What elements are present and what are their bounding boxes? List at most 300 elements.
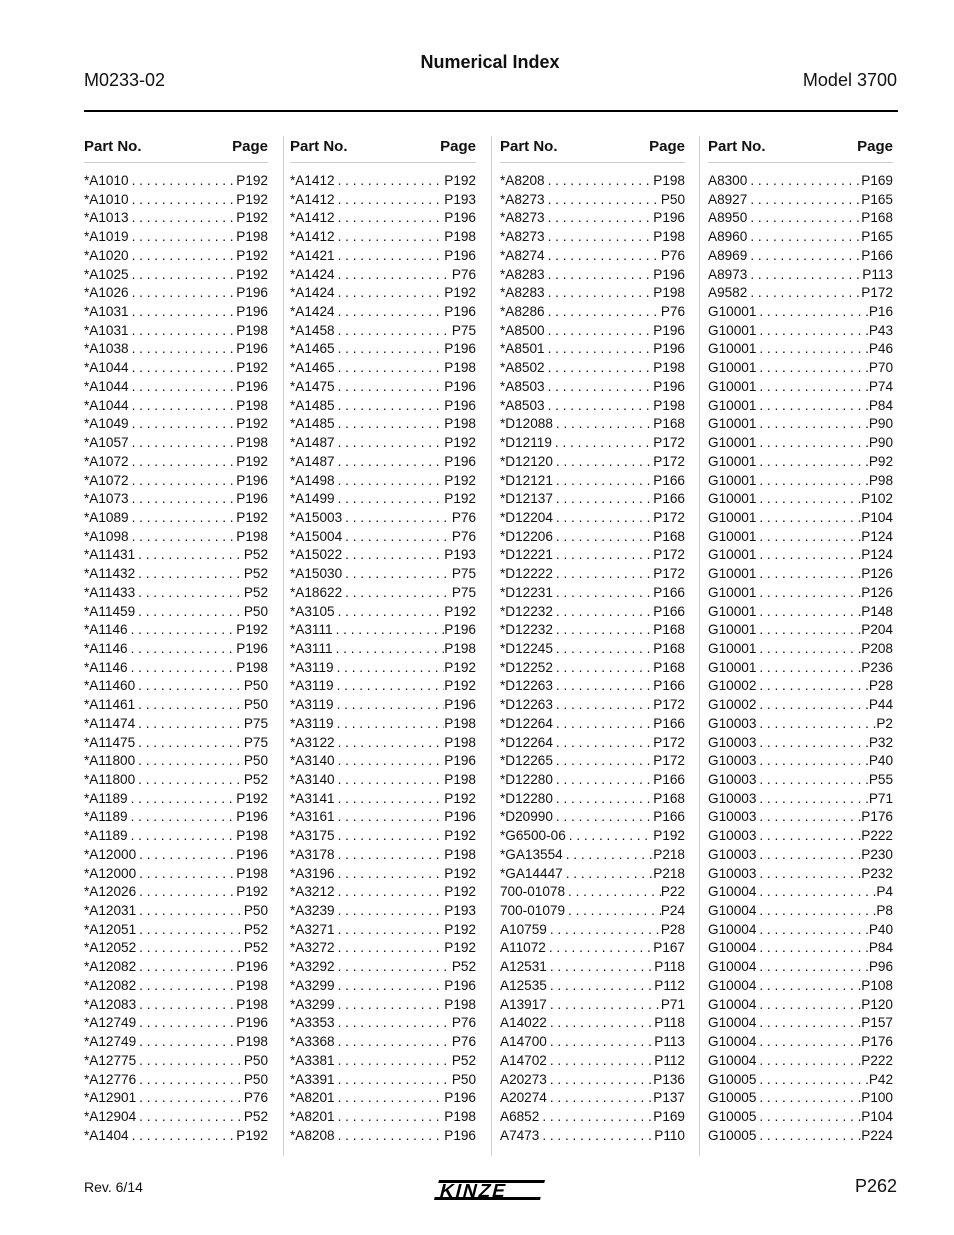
page-reference: P196	[236, 1015, 268, 1031]
part-number: *A1073	[84, 491, 129, 507]
page-reference: P148	[861, 603, 893, 619]
part-number: *D12222	[500, 566, 553, 582]
part-number: *A3178	[290, 846, 335, 862]
page-heading: Page	[857, 138, 893, 155]
part-number: *A3140	[290, 772, 335, 787]
part-number: *A1421	[290, 247, 335, 263]
part-number: G10003	[708, 809, 757, 825]
column-divider	[491, 136, 492, 1156]
dot-leader	[342, 566, 452, 581]
index-entry	[290, 248, 476, 267]
dot-leader	[333, 622, 445, 637]
part-number: G10001	[708, 640, 757, 656]
page-reference: P192	[444, 285, 476, 301]
dot-leader	[128, 622, 237, 637]
part-number: G10003	[708, 846, 757, 862]
page-reference: P52	[243, 566, 268, 582]
part-number: *A1072	[84, 453, 129, 469]
dot-leader	[129, 379, 237, 394]
dot-leader	[553, 473, 653, 488]
part-number: G10001	[708, 509, 757, 525]
part-number: *A12776	[84, 1071, 137, 1087]
index-entry	[708, 1090, 893, 1109]
index-entry	[84, 697, 268, 716]
page-reference: P198	[444, 360, 476, 376]
dot-leader	[756, 622, 861, 637]
page-reference: P192	[236, 790, 268, 806]
index-entry	[84, 379, 268, 398]
part-number: *D12264	[500, 734, 553, 750]
index-entry	[708, 192, 893, 211]
dot-leader	[129, 192, 237, 207]
page-reference: P28	[660, 921, 685, 937]
dot-leader	[136, 866, 236, 881]
index-entry	[290, 1109, 476, 1128]
part-number: G10003	[708, 753, 757, 769]
dot-leader	[335, 847, 445, 862]
page-reference: P75	[451, 566, 476, 582]
part-number: *A12000	[84, 846, 137, 862]
page-reference: P126	[861, 584, 893, 600]
index-column-1	[84, 136, 268, 1146]
part-number: *A3140	[290, 753, 335, 769]
index-entry	[708, 304, 893, 323]
index-entry	[290, 604, 476, 623]
part-number: G10001	[708, 341, 757, 357]
part-number: *A1189	[84, 809, 128, 825]
part-number: A6852	[500, 1108, 540, 1124]
index-entry	[84, 229, 268, 248]
page-reference: P208	[861, 640, 893, 656]
part-number: *A1031	[84, 304, 129, 320]
page-reference: P50	[243, 903, 268, 919]
page-reference: P192	[444, 472, 476, 488]
page-reference: P124	[861, 547, 893, 563]
page-reference: P196	[236, 378, 268, 394]
index-entry	[290, 341, 476, 360]
index-entry	[708, 210, 893, 229]
dot-leader	[335, 267, 452, 282]
page-reference: P196	[653, 341, 685, 357]
page-reference: P52	[243, 1108, 268, 1124]
page-reference: P166	[653, 809, 685, 825]
index-entry	[500, 641, 685, 660]
page-reference: P192	[444, 940, 476, 956]
index-entry	[290, 323, 476, 342]
dot-leader	[756, 379, 868, 394]
column-divider	[699, 136, 700, 1156]
page-reference: P113	[862, 266, 893, 282]
index-entry	[290, 940, 476, 959]
dot-leader	[547, 997, 661, 1012]
dot-leader	[547, 959, 654, 974]
part-number: *A11459	[84, 603, 136, 619]
part-number: *A11432	[84, 566, 136, 582]
page-reference: P198	[236, 828, 268, 844]
page-reference: P196	[444, 397, 476, 413]
part-number: *A1485	[290, 416, 335, 432]
index-entry	[84, 1034, 268, 1053]
index-entry	[84, 585, 268, 604]
index-entry	[708, 772, 893, 791]
part-number: *A3381	[290, 1052, 335, 1068]
part-number: *A1412	[290, 210, 335, 226]
dot-leader	[756, 435, 868, 450]
index-entry	[500, 828, 685, 847]
part-number: A8300	[708, 173, 748, 188]
page-reference: P172	[653, 734, 685, 750]
index-entry	[290, 828, 476, 847]
dot-leader	[335, 978, 445, 993]
dot-leader	[553, 604, 653, 619]
part-number: *A12082	[84, 959, 137, 975]
dot-leader	[129, 435, 237, 450]
part-number: *D12265	[500, 753, 553, 769]
part-number: 700-01079	[500, 903, 566, 919]
index-entry	[500, 1109, 685, 1128]
page-reference: P100	[861, 1090, 893, 1106]
index-entry	[84, 1053, 268, 1072]
index-entry	[708, 248, 893, 267]
dot-leader	[547, 1034, 654, 1049]
page-reference: P198	[236, 659, 268, 675]
page-reference: P118	[654, 1015, 685, 1031]
dot-leader	[547, 1090, 653, 1105]
page-reference: P192	[236, 247, 268, 263]
dot-leader	[756, 772, 868, 787]
page-reference: P198	[444, 416, 476, 432]
index-entry	[500, 1128, 685, 1147]
part-number: *A1412	[290, 191, 335, 207]
dot-leader	[545, 398, 654, 413]
index-entry	[84, 828, 268, 847]
index-entry	[500, 566, 685, 585]
dot-leader	[335, 192, 445, 207]
dot-leader	[334, 678, 445, 693]
part-number: *A3299	[290, 996, 335, 1012]
dot-leader	[135, 697, 244, 712]
part-number: *A12904	[84, 1108, 137, 1124]
part-number: A13917	[500, 996, 547, 1012]
page-reference: P198	[236, 528, 268, 544]
revision-date: Rev. 6/14	[84, 1179, 143, 1195]
dot-leader	[547, 1072, 653, 1087]
index-entry	[84, 1128, 268, 1147]
dot-leader	[135, 735, 244, 750]
page-reference: P75	[451, 322, 476, 338]
index-entry	[500, 285, 685, 304]
part-no-heading: Part No.	[84, 138, 142, 155]
dot-leader	[129, 529, 237, 544]
dot-leader	[545, 341, 654, 356]
index-entry	[290, 884, 476, 903]
part-number: *A12749	[84, 1034, 137, 1050]
dot-leader	[553, 510, 653, 525]
dot-leader	[747, 192, 861, 207]
page-reference: P76	[451, 509, 476, 525]
dot-leader	[553, 641, 653, 656]
dot-leader	[545, 173, 654, 188]
part-number: *A12000	[84, 865, 137, 881]
part-number: *A8502	[500, 360, 545, 376]
index-entry	[290, 398, 476, 417]
dot-leader	[136, 1109, 244, 1124]
dot-leader	[335, 473, 445, 488]
page-reference: P50	[243, 697, 268, 713]
page-reference: P172	[653, 697, 685, 713]
svg-text:KINZE: KINZE	[437, 1181, 510, 1202]
index-entry	[708, 940, 893, 959]
part-number: G10001	[708, 659, 757, 675]
dot-leader	[545, 285, 654, 300]
page-reference: P92	[868, 453, 893, 469]
index-entry	[708, 1109, 893, 1128]
header-rule	[84, 110, 898, 112]
index-entry	[708, 398, 893, 417]
page-reference: P166	[653, 678, 685, 694]
page-reference: P16	[868, 304, 893, 320]
part-number: *A11433	[84, 584, 136, 600]
page-reference: P192	[444, 865, 476, 881]
page-reference: P218	[653, 865, 685, 881]
part-number: G10003	[708, 772, 757, 787]
part-number: *A1025	[84, 266, 129, 282]
part-number: G10001	[708, 322, 757, 338]
index-entry	[708, 866, 893, 885]
part-number: *A8273	[500, 191, 545, 207]
part-number: G10001	[708, 472, 757, 488]
part-number: G10004	[708, 1052, 757, 1068]
page-reference: P196	[653, 210, 685, 226]
part-number: *A3111	[290, 622, 333, 638]
index-entry	[84, 285, 268, 304]
dot-leader	[756, 1053, 861, 1068]
part-number: *G6500-06	[500, 828, 566, 844]
dot-leader	[756, 847, 861, 862]
part-number: *A1424	[290, 285, 335, 301]
index-entry	[290, 735, 476, 754]
page-reference: P42	[868, 1071, 893, 1087]
page-reference: P108	[861, 977, 893, 993]
index-entry	[84, 1109, 268, 1128]
index-rows	[708, 173, 893, 1146]
page-reference: P230	[861, 846, 893, 862]
index-entry	[84, 192, 268, 211]
page-reference: P192	[444, 828, 476, 844]
dot-leader	[129, 454, 237, 469]
index-entry	[500, 360, 685, 379]
index-entry	[708, 1034, 893, 1053]
part-number: G10005	[708, 1071, 757, 1087]
index-entry	[290, 379, 476, 398]
dot-leader	[756, 660, 861, 675]
kinze-logo	[432, 1176, 550, 1204]
page-reference: P70	[868, 360, 893, 376]
page-reference: P196	[444, 753, 476, 769]
part-number: *D12264	[500, 715, 553, 731]
page-reference: P168	[653, 790, 685, 806]
index-entry	[84, 491, 268, 510]
index-entry	[290, 360, 476, 379]
dot-leader	[747, 248, 861, 263]
index-entry	[290, 566, 476, 585]
index-entry	[84, 866, 268, 885]
dot-leader	[756, 491, 861, 506]
page-reference: P50	[243, 1052, 268, 1068]
part-number: *A8283	[500, 266, 545, 282]
part-number: *GA13554	[500, 846, 563, 862]
page-reference: P218	[653, 846, 685, 862]
index-entry	[708, 173, 893, 192]
dot-leader	[136, 1053, 244, 1068]
index-entry	[708, 229, 893, 248]
page-heading: Page	[649, 138, 685, 155]
page-reference: P76	[243, 1090, 268, 1106]
dot-leader	[553, 585, 653, 600]
dot-leader	[129, 323, 237, 338]
index-entry	[84, 435, 268, 454]
page-reference: P192	[444, 435, 476, 451]
page-reference: P50	[451, 1071, 476, 1087]
part-number: *A1412	[290, 173, 335, 188]
dot-leader	[129, 360, 237, 375]
page-reference: P192	[444, 678, 476, 694]
index-entry	[290, 978, 476, 997]
page-reference: P196	[236, 640, 268, 656]
index-entry	[500, 847, 685, 866]
part-number: G10004	[708, 977, 757, 993]
index-entry	[84, 884, 268, 903]
part-number: *A8208	[500, 173, 545, 188]
column-divider	[283, 136, 284, 1156]
page-reference: P43	[868, 322, 893, 338]
part-number: *A1019	[84, 229, 129, 245]
index-entry	[84, 735, 268, 754]
page-reference: P198	[444, 734, 476, 750]
index-entry	[84, 772, 268, 791]
page-reference: P168	[861, 210, 893, 226]
page-reference: P84	[868, 397, 893, 413]
part-number: *D12137	[500, 491, 553, 507]
part-number: *A1146	[84, 640, 128, 656]
page-reference: P4	[876, 884, 893, 900]
page-reference: P44	[868, 697, 893, 713]
index-entry	[290, 210, 476, 229]
dot-leader	[553, 529, 653, 544]
dot-leader	[334, 660, 445, 675]
index-entry	[500, 473, 685, 492]
index-entry	[290, 585, 476, 604]
page-reference: P198	[653, 285, 685, 301]
dot-leader	[756, 1072, 868, 1087]
part-number: G10004	[708, 1034, 757, 1050]
part-number: *A1098	[84, 528, 129, 544]
dot-leader	[545, 323, 654, 338]
page-reference: P52	[243, 940, 268, 956]
dot-leader	[756, 547, 861, 562]
part-number: A20273	[500, 1071, 547, 1087]
page-reference: P196	[236, 472, 268, 488]
page-reference: P196	[444, 1090, 476, 1106]
dot-leader	[756, 416, 868, 431]
part-number: *D12263	[500, 697, 553, 713]
page-reference: P198	[653, 173, 685, 188]
index-entry	[708, 491, 893, 510]
index-entry	[84, 416, 268, 435]
dot-leader	[129, 491, 237, 506]
page-reference: P90	[868, 416, 893, 432]
part-number: G10003	[708, 790, 757, 806]
dot-leader	[335, 1034, 452, 1049]
dot-leader	[563, 847, 654, 862]
part-number: *A1044	[84, 397, 129, 413]
dot-leader	[566, 828, 653, 843]
index-entry	[500, 1090, 685, 1109]
index-entry	[290, 473, 476, 492]
dot-leader	[135, 566, 244, 581]
page-reference: P166	[653, 491, 685, 507]
dot-leader	[335, 1109, 445, 1124]
page-reference: P112	[654, 977, 685, 993]
dot-leader	[136, 903, 244, 918]
page-reference: P198	[236, 229, 268, 245]
page-reference: P71	[660, 996, 685, 1012]
dot-leader	[135, 604, 244, 619]
page-reference: P40	[868, 753, 893, 769]
page-reference: P224	[861, 1127, 893, 1143]
page-reference: P50	[243, 603, 268, 619]
page-reference: P22	[660, 884, 685, 900]
part-number: *D12221	[500, 547, 553, 563]
index-entry	[290, 1072, 476, 1091]
index-entry	[84, 622, 268, 641]
part-number: *A12083	[84, 996, 137, 1012]
part-number: *A3119	[290, 715, 334, 731]
dot-leader	[335, 229, 445, 244]
part-number: *A15004	[290, 528, 343, 544]
dot-leader	[335, 884, 445, 899]
page-reference: P172	[653, 435, 685, 451]
index-entry	[84, 1015, 268, 1034]
part-number: *A3119	[290, 697, 334, 713]
index-entry	[500, 1034, 685, 1053]
part-number: *A8208	[290, 1127, 335, 1143]
part-number: *A11461	[84, 697, 136, 713]
index-entry	[500, 547, 685, 566]
part-number: *A1458	[290, 322, 335, 338]
index-entry	[290, 229, 476, 248]
page-reference: P204	[861, 622, 893, 638]
index-entry	[290, 866, 476, 885]
part-number: *A12749	[84, 1015, 137, 1031]
index-entry	[708, 267, 893, 286]
part-number: *A1189	[84, 828, 128, 844]
index-entry	[500, 922, 685, 941]
part-number: *A1465	[290, 360, 335, 376]
page-reference: P169	[653, 1108, 685, 1124]
dot-leader	[547, 1015, 654, 1030]
dot-leader	[334, 716, 445, 731]
dot-leader	[128, 791, 237, 806]
part-number: *D12280	[500, 790, 553, 806]
index-entry	[84, 922, 268, 941]
dot-leader	[136, 884, 236, 899]
page-reference: P96	[868, 959, 893, 975]
dot-leader	[335, 903, 445, 918]
dot-leader	[342, 547, 444, 562]
part-number: *A12775	[84, 1052, 137, 1068]
dot-leader	[335, 959, 452, 974]
